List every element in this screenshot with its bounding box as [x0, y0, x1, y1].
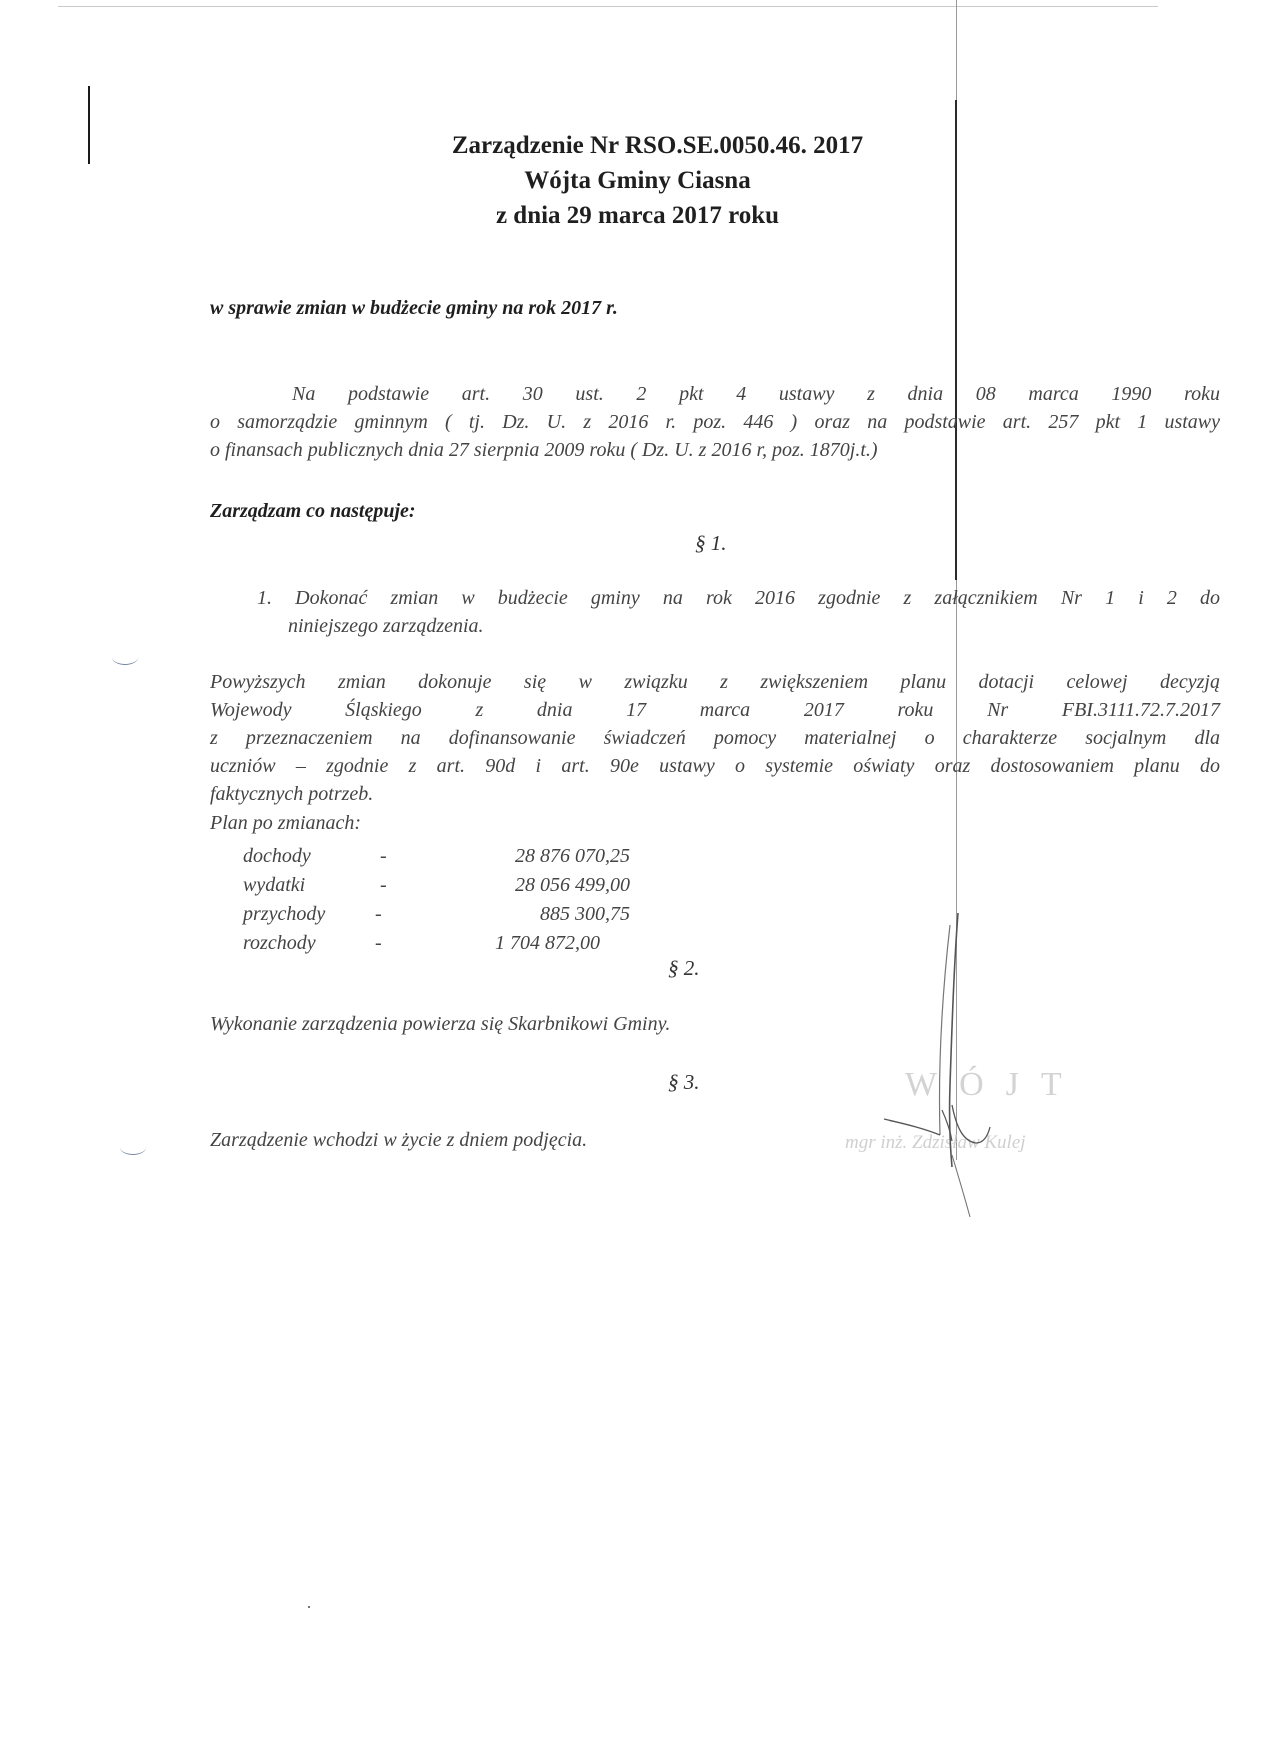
legal-basis-line: o samorządzie gminnym ( tj. Dz. U. z 2016 r. poz. 446 ) oraz na podstawie art. 257 pkt 1 ustawy [210, 411, 1220, 433]
section-1-item-cont: niniejszego zarządzenia. [288, 615, 484, 637]
section-2-text: Wykonanie zarządzenia powierza się Skarbnikowi Gminy. [210, 1013, 671, 1035]
stamp-name: mgr inż. Zdzisław Kulej [845, 1132, 1026, 1153]
plan-row-dash: - [375, 903, 382, 925]
header-date: z dnia 29 marca 2017 roku [495, 202, 780, 229]
justification-line: uczniów – zgodnie z art. 90d i art. 90e ustawy o systemie oświaty oraz dostosowaniem planu do [210, 755, 1220, 777]
document-header [0, 128, 1275, 233]
scan-dot [308, 1606, 310, 1608]
punch-hole-mark [120, 1140, 146, 1155]
plan-row-name: dochody [243, 845, 311, 867]
scan-top-rule [58, 6, 1158, 7]
section-3-text: Zarządzenie wchodzi w życie z dniem podjęcia. [210, 1129, 588, 1151]
punch-hole-mark [112, 650, 138, 665]
document-subject: w sprawie zmian w budżecie gminy na rok 2017 r. [210, 297, 618, 319]
plan-row-value: 28 876 070,25 [515, 845, 630, 867]
plan-row-name: wydatki [243, 874, 306, 896]
section-1-item: 1. Dokonać zmian w budżecie gminy na rok 2016 zgodnie z załącznikiem Nr 1 i 2 do [257, 587, 1220, 609]
section-3-mark: § 3. [668, 1070, 700, 1094]
plan-row-name: przychody [243, 903, 326, 925]
header-issuer: Wójta Gminy Ciasna [524, 167, 751, 194]
justification-line: faktycznych potrzeb. [210, 783, 374, 805]
plan-row-value: 28 056 499,00 [515, 874, 630, 896]
plan-heading: Plan po zmianach: [210, 812, 362, 834]
stamp-title: WÓJT [905, 1066, 1084, 1103]
orders-heading: Zarządzam co następuje: [210, 500, 416, 522]
section-1-mark: § 1. [695, 531, 727, 555]
plan-row-dash: - [375, 932, 382, 954]
legal-basis-line: Na podstawie art. 30 ust. 2 pkt 4 ustawy z dnia 08 marca 1990 roku [292, 383, 1220, 405]
justification-line: Powyższych zmian dokonuje się w związku z zwiększeniem planu dotacji celowej decyzją [210, 671, 1220, 693]
plan-row-dash: - [380, 874, 387, 896]
plan-row-dash: - [380, 845, 387, 867]
justification-line: Wojewody Śląskiego z dnia 17 marca 2017 roku Nr FBI.3111.72.7.2017 [210, 699, 1220, 721]
header-title: Zarządzenie Nr RSO.SE.0050.46. 2017 [451, 132, 864, 159]
handwritten-signature [880, 905, 1000, 1245]
plan-row-value: 1 704 872,00 [495, 932, 600, 954]
justification-line: z przeznaczeniem na dofinansowanie świadczeń pomocy materialnej o charakterze socjalnym dla [210, 727, 1220, 749]
section-2-mark: § 2. [668, 956, 700, 980]
plan-row-value: 885 300,75 [540, 903, 630, 925]
plan-row-name: rozchody [243, 932, 316, 954]
legal-basis-line: o finansach publicznych dnia 27 sierpnia 2009 roku ( Dz. U. z 2016 r, poz. 1870j.t.) [210, 439, 878, 461]
